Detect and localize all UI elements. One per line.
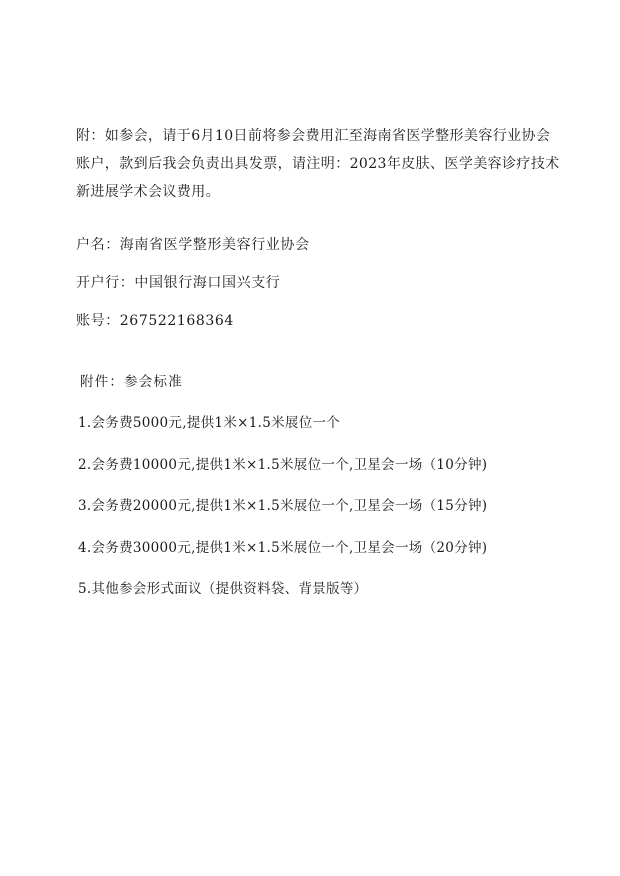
- attachment-item-2: 2.会务费10000元,提供1米×1.5米展位一个,卫星会一场（10分钟): [78, 457, 488, 473]
- attachment-item-4: 4.会务费30000元,提供1米×1.5米展位一个,卫星会一场（20分钟): [78, 540, 488, 556]
- account-name: 户名：海南省医学整形美容行业协会: [76, 237, 310, 253]
- account-number: 账号：267522168364: [76, 313, 234, 329]
- payment-notice-paragraph: 附：如参会，请于6月10日前将参会费用汇至海南省医学整形美容行业协会账户，款到后我会负责出具发票，请注明：2023年皮肤、医学美容诊疗技术新进展学术会议费用。: [76, 128, 560, 200]
- attachment-item-1: 1.会务费5000元,提供1米×1.5米展位一个: [78, 415, 341, 431]
- attachment-item-5: 5.其他参会形式面议（提供资料袋、背景版等）: [78, 581, 368, 597]
- attachment-item-3: 3.会务费20000元,提供1米×1.5米展位一个,卫星会一场（15分钟): [78, 498, 488, 514]
- attachment-title: 附件：参会标准: [80, 374, 183, 390]
- bank-name: 开户行：中国银行海口国兴支行: [76, 275, 281, 291]
